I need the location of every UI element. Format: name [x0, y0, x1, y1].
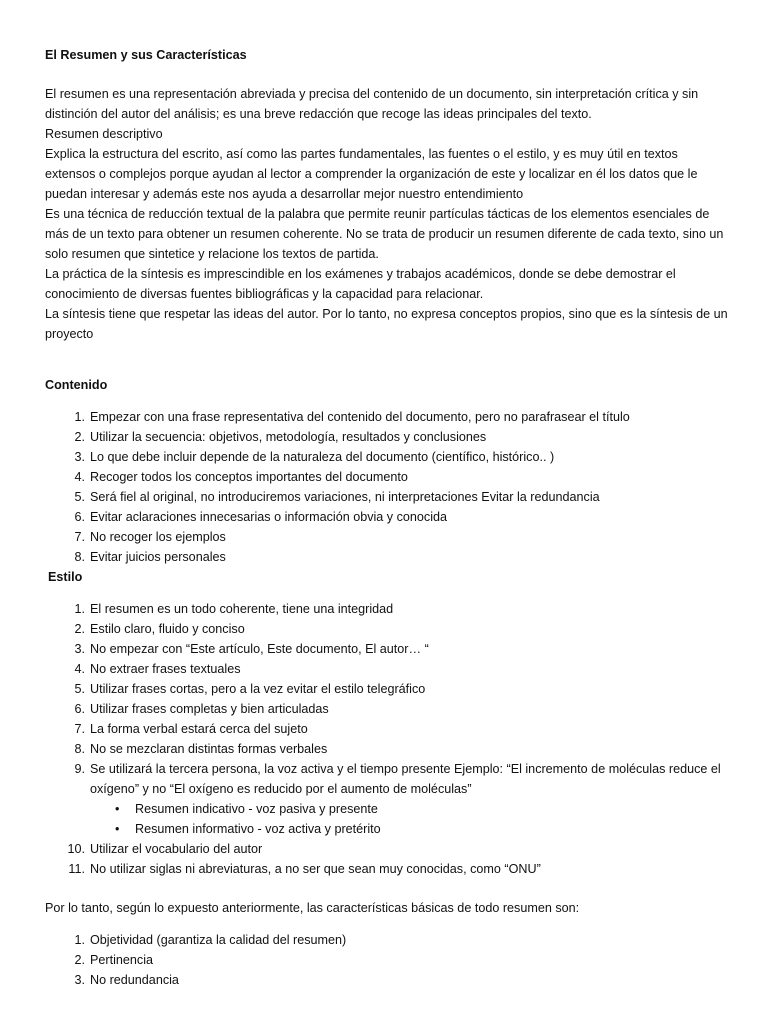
voice-sub-list [90, 799, 728, 839]
list-item: 2. Estilo claro, fluido y conciso [74, 622, 245, 636]
contenido-list [45, 407, 728, 567]
list-item: 8. No se mezclaran distintas formas verbales [74, 742, 328, 756]
section-heading-contenido: Contenido [45, 378, 108, 392]
list-item: 7. No recoger los ejemplos [74, 530, 226, 544]
section-heading-estilo: Estilo [48, 570, 83, 584]
paragraph-technique: Es una técnica de reducción textual de la palabra que permite reunir partículas tácticas de los elementos esenciales de más de un texto para obtener un resumen coherente. No se trata de producir un resumen diferente de cada texto, sino un solo resumen que sintetice y relacione los textos de partida. [45, 207, 724, 261]
characteristics-list [45, 930, 728, 990]
list-item: 4. Recoger todos los conceptos importantes del documento [74, 470, 408, 484]
paragraph-definition: El resumen es una representación abreviada y precisa del contenido de un documento, sin interpretación crítica y sin distinción del autor del análisis; es una breve redacción que recoge las ideas principales del texto. [45, 87, 699, 121]
sub-list-item: • Resumen indicativo - voz pasiva y presente [45, 799, 728, 819]
sub-list-item: • Resumen informativo - voz activa y pretérito [45, 819, 728, 839]
list-item: 6. Evitar aclaraciones innecesarias o información obvia y conocida [74, 510, 448, 524]
list-item: 6. Utilizar frases completas y bien articuladas [74, 702, 329, 716]
list-item: 2. Pertinencia [74, 953, 154, 967]
intro-paragraphs [45, 84, 728, 344]
list-item: 8. Evitar juicios personales [74, 550, 226, 564]
paragraph-respect: La síntesis tiene que respetar las ideas del autor. Por lo tanto, no expresa conceptos propios, sino que es la síntesis de un proyecto [45, 307, 728, 341]
document-title: El Resumen y sus Características [45, 48, 247, 62]
list-item: 5. Será fiel al original, no introduciremos variaciones, ni interpretaciones Evitar la redundancia [74, 490, 600, 504]
list-item: 11. No utilizar siglas ni abreviaturas, a no ser que sean muy conocidas, como “ONU” [68, 862, 541, 876]
list-item: 3. No redundancia [74, 973, 179, 987]
list-item: 9. Se utilizará la tercera persona, la voz activa y el tiempo presente Ejemplo: “El incremento de moléculas reduce el oxígeno” y no “El oxígeno es reducido por el aumento de moléculas” • Resumen indicativo - voz pasiva y presente • Resumen informativo - voz activa y pretérito [45, 759, 728, 839]
list-item: 5. Utilizar frases cortas, pero a la vez evitar el estilo telegráfico [74, 682, 426, 696]
paragraph-subheading: Resumen descriptivo [45, 127, 163, 141]
list-item: 3. Lo que debe incluir depende de la naturaleza del documento (científico, histórico.. ) [74, 450, 555, 464]
list-item: 1. Objetividad (garantiza la calidad del resumen) [74, 933, 347, 947]
estilo-list [45, 599, 728, 879]
characteristics-intro: Por lo tanto, según lo expuesto anteriormente, las características básicas de todo resumen son: [45, 901, 580, 915]
bullet-icon: • [115, 822, 120, 836]
bullet-icon: • [115, 802, 120, 816]
list-item: 7. La forma verbal estará cerca del sujeto [74, 722, 308, 736]
paragraph-descriptive: Explica la estructura del escrito, así como las partes fundamentales, las fuentes o el estilo, y es muy útil en textos extensos o complejos porque ayudan al lector a comprender la organización de este y localizar en él los datos que le puedan interesar y además este nos ayuda a desarrollar mejor nuestro entendimiento [45, 147, 698, 201]
paragraph-practice: La práctica de la síntesis es imprescindible en los exámenes y trabajos académicos, donde se debe demostrar el conocimiento de diversas fuentes bibliográficas y la capacidad para relacionar. [45, 267, 676, 301]
list-item: 1. El resumen es un todo coherente, tiene una integridad [74, 602, 394, 616]
list-item: 3. No empezar con “Este artículo, Este documento, El autor… “ [74, 642, 429, 656]
list-item: 1. Empezar con una frase representativa del contenido del documento, pero no parafrasear el título [74, 410, 630, 424]
list-item: 4. No extraer frases textuales [74, 662, 241, 676]
list-item: 2. Utilizar la secuencia: objetivos, metodología, resultados y conclusiones [74, 430, 487, 444]
list-item: 10. Utilizar el vocabulario del autor [67, 842, 263, 856]
